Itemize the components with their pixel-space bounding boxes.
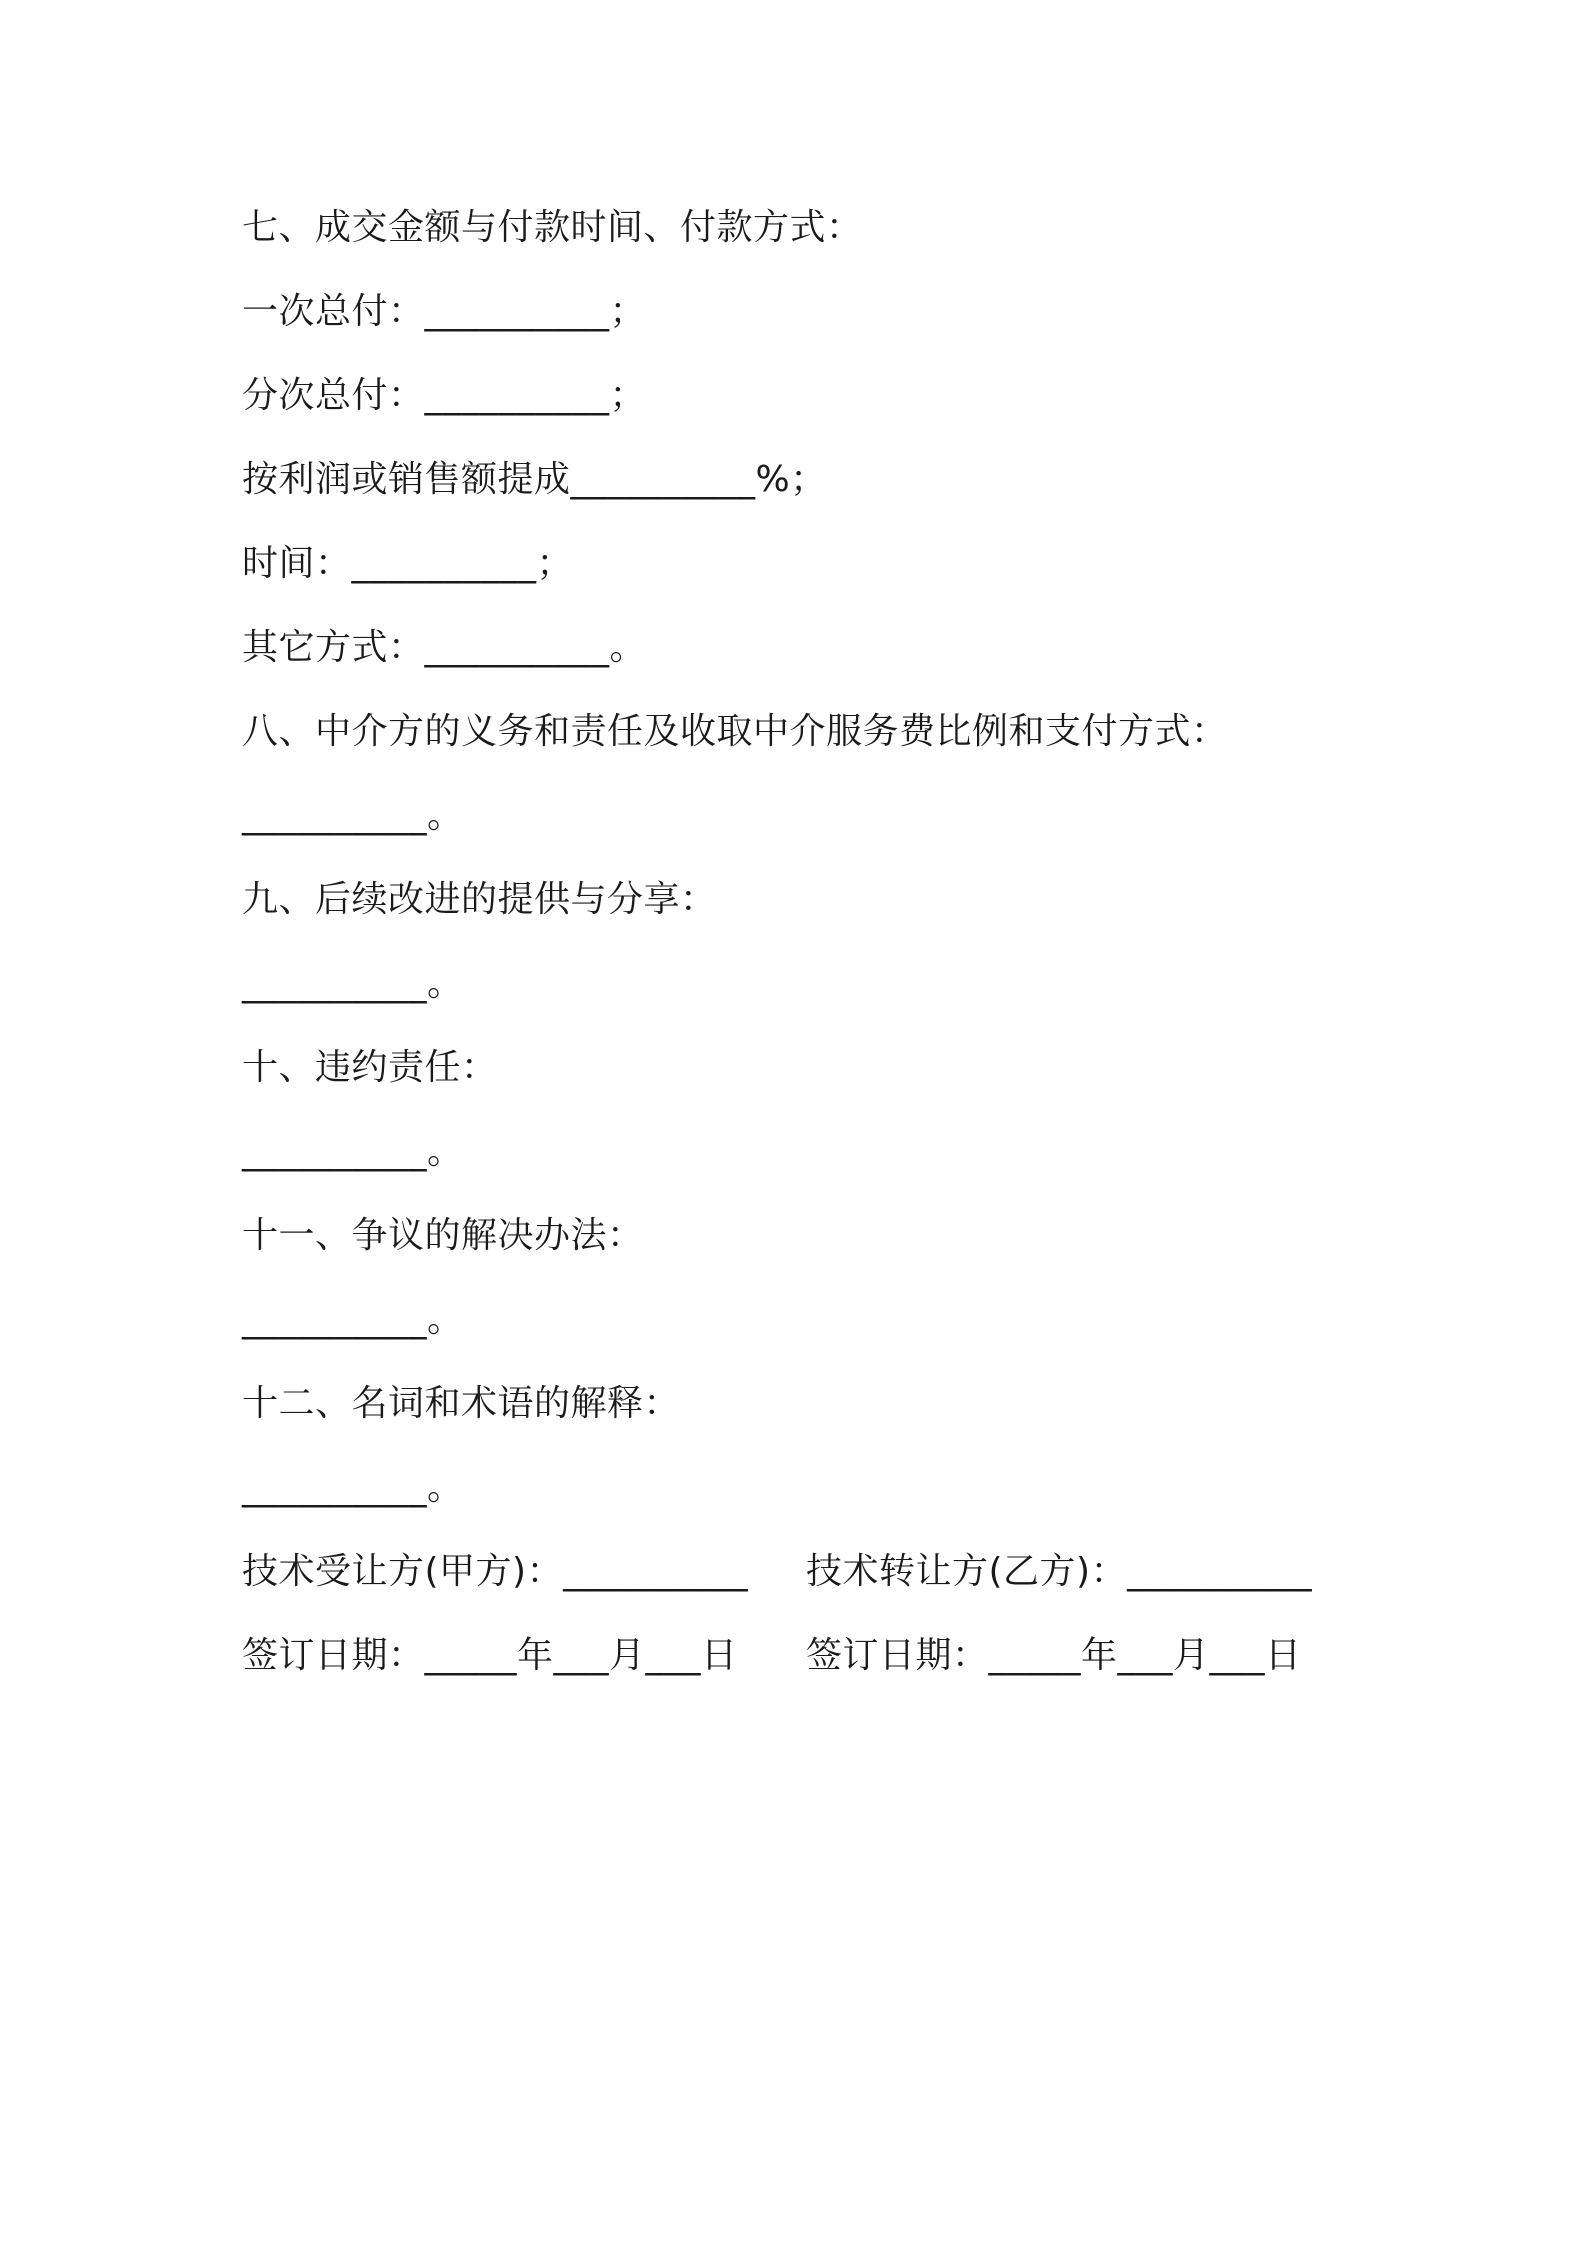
section-8-heading: 八、中介方的义务和责任及收取中介服务费比例和支付方式：: [242, 711, 1228, 752]
lump-sum-line: 一次总付：__________；: [242, 291, 647, 332]
installment-line: 分次总付：__________；: [242, 375, 647, 416]
party-a-signature: 技术受让方(甲方)：__________: [242, 1551, 749, 1592]
party-a-sign-date: 签订日期：_____年___月___日: [242, 1635, 738, 1676]
section-9-heading: 九、后续改进的提供与分享：: [242, 879, 717, 920]
time-line: 时间：__________；: [242, 543, 574, 584]
party-b-sign-date: 签订日期：_____年___月___日: [806, 1635, 1302, 1676]
section-11-heading: 十一、争议的解决办法：: [242, 1215, 644, 1256]
section-10-blank: __________。: [242, 1131, 464, 1172]
other-method-line: 其它方式：__________。: [242, 627, 647, 668]
section-11-blank: __________。: [242, 1299, 464, 1340]
section-12-blank: __________。: [242, 1467, 464, 1508]
section-8-blank: __________。: [242, 795, 464, 836]
section-9-blank: __________。: [242, 963, 464, 1004]
section-7-heading: 七、成交金额与付款时间、付款方式：: [242, 207, 863, 248]
party-b-signature: 技术转让方(乙方)：__________: [806, 1551, 1313, 1592]
percentage-line: 按利润或销售额提成__________%；: [242, 459, 827, 500]
section-10-heading: 十、违约责任：: [242, 1047, 498, 1088]
section-12-heading: 十二、名词和术语的解释：: [242, 1383, 681, 1424]
